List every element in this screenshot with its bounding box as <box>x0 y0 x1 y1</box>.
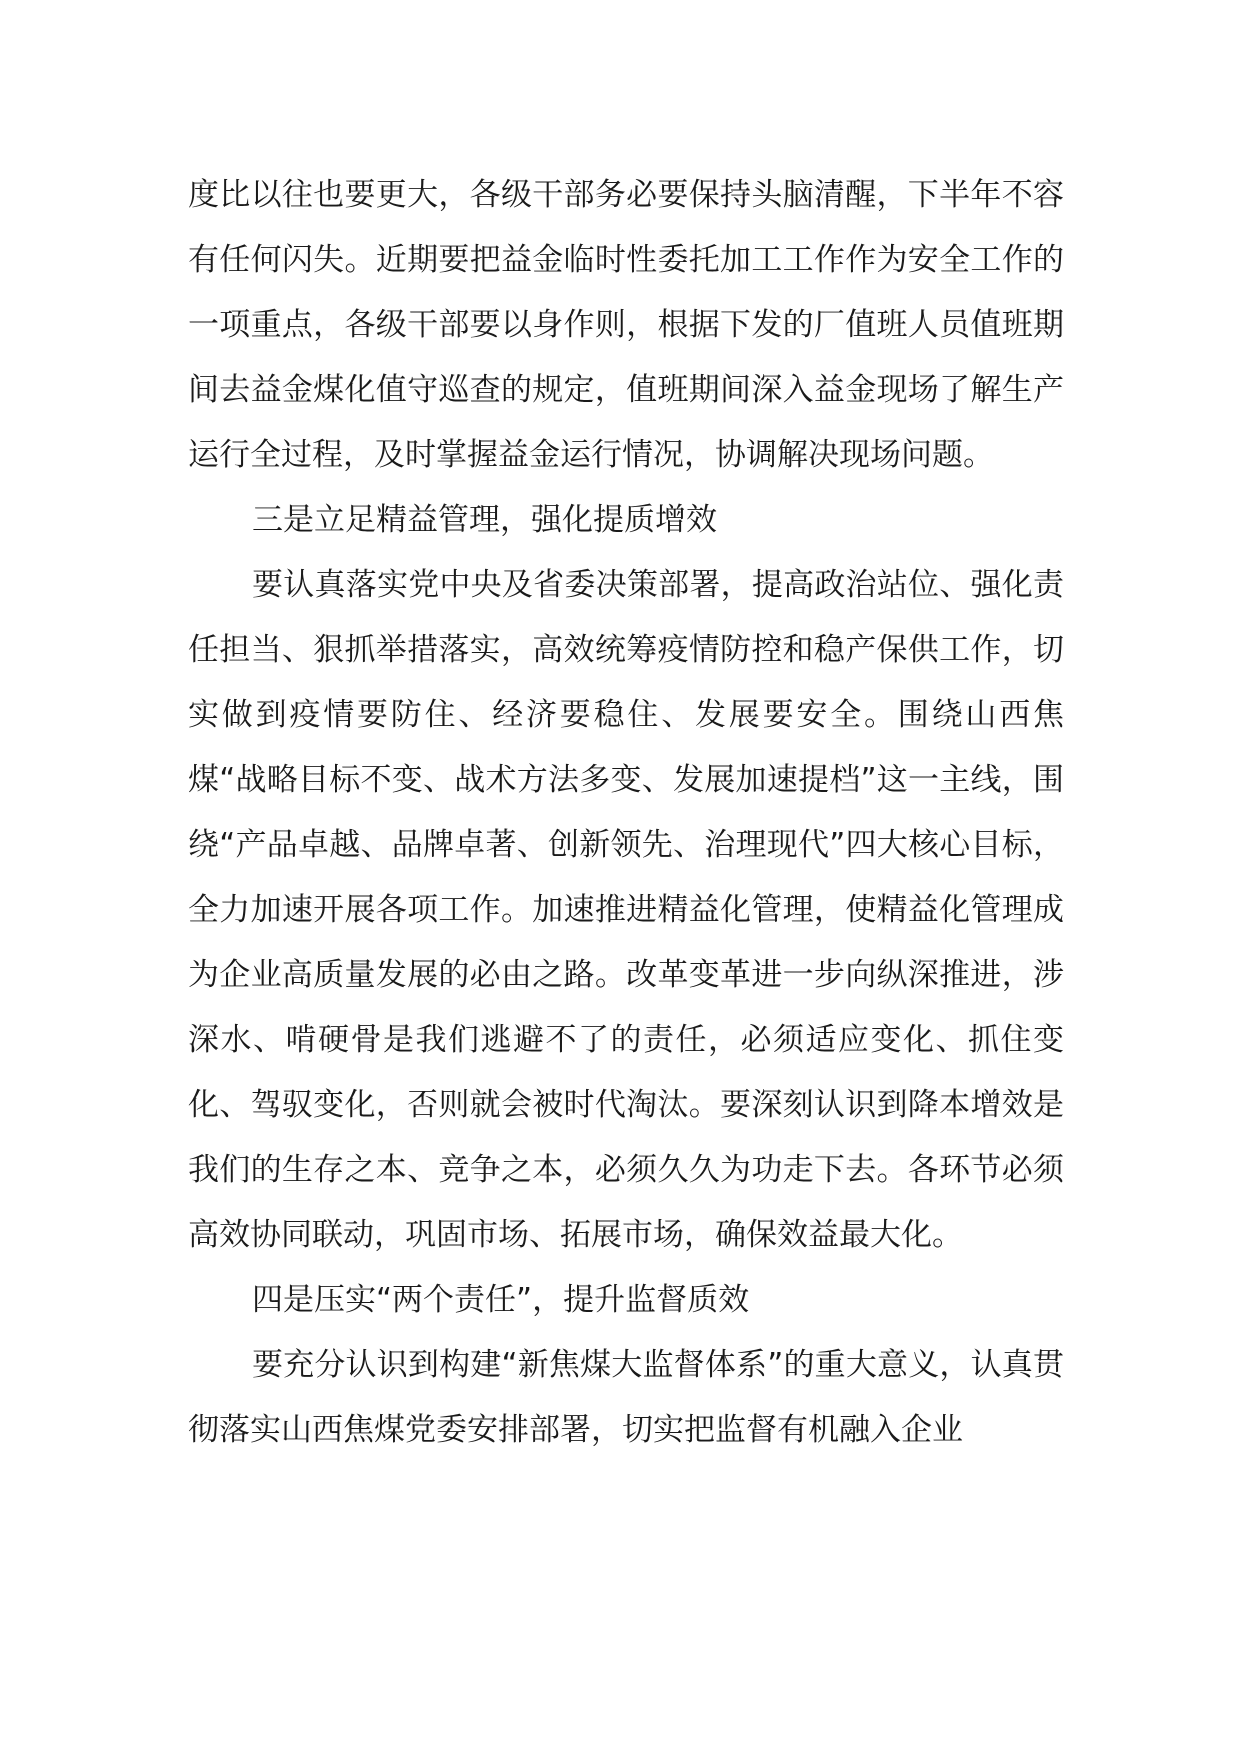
section-heading-four: 四是压实“两个责任”，提升监督质效 <box>252 1282 750 1318</box>
section-heading-three: 三是立足精益管理，强化提质增效 <box>252 502 717 538</box>
paragraph-supervision: 要充分认识到构建“新焦煤大监督体系”的重大意义，认真贯彻落实山西焦煤党委安排部署，切实把监督有机融入企业 <box>188 1347 1064 1448</box>
document-page <box>188 163 1064 1463</box>
paragraph-continuation: 度比以往也要更大，各级干部务必要保持头脑清醒，下半年不容有任何闪失。近期要把益金临时性委托加工工作作为安全工作的一项重点，各级干部要以身作则，根据下发的厂值班人员值班期间去益金煤化值守巡查的规定，值班期间深入益金现场了解生产运行全过程，及时掌握益金运行情况，协调解决现场问题。 <box>188 177 1064 473</box>
paragraph-lean-management: 要认真落实党中央及省委决策部署，提高政治站位、强化责任担当、狠抓举措落实，高效统筹疫情防控和稳产保供工作，切实做到疫情要防住、经济要稳住、发展要安全。围绕山西焦煤“战略目标不变、战术方法多变、发展加速提档”这一主线，围绕“产品卓越、品牌卓著、创新领先、治理现代”四大核心目标，全力加速开展各项工作。加速推进精益化管理，使精益化管理成为企业高质量发展的必由之路。改革变革进一步向纵深推进，涉深水、啃硬骨是我们逃避不了的责任，必须适应变化、抓住变化、驾驭变化，否则就会被时代淘汰。要深刻认识到降本增效是我们的生存之本、竞争之本，必须久久为功走下去。各环节必须高效协同联动，巩固市场、拓展市场，确保效益最大化。 <box>188 567 1064 1253</box>
